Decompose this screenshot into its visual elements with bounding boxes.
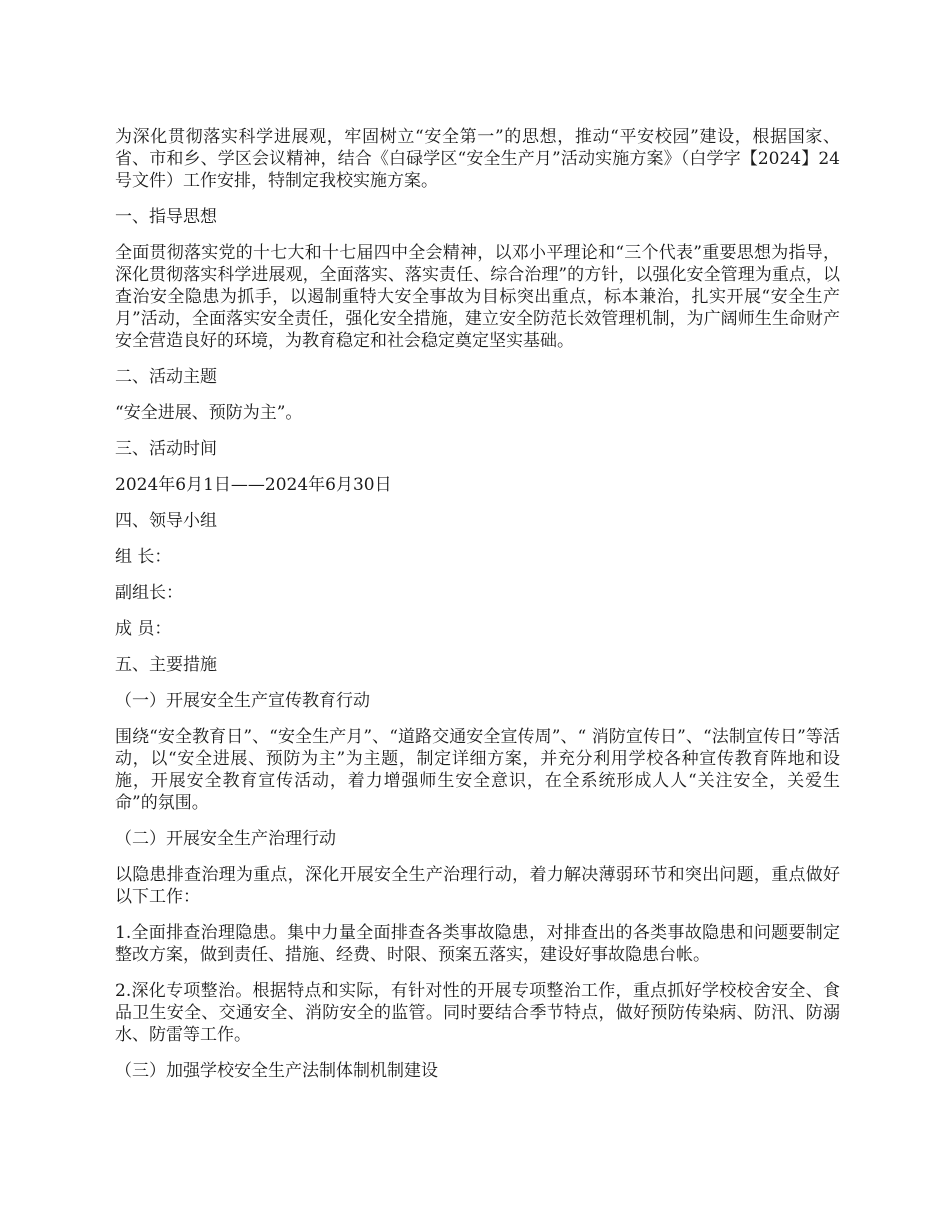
members-line: 成 员： [115,619,172,639]
guiding-ideology-paragraph: 全面贯彻落实党的十七大和十七届四中全会精神，以邓小平理论和“三个代表”重要思想为指导，深化贯彻落实科学进展观，全面落实、落实责任、综合治理”的方针，以强化安全管理为重点，以查治安全隐患为抓手，以遏制重特大安全事故为目标突出重点，标本兼治，扎实开展“安全生产月”活动，全面落实安全责任，强化安全措施，建立安全防范长效管理机制，为广阔师生生命财产安全营造良好的环境，为教育稳定和社会稳定奠定坚实基础。 [115,243,840,351]
hazard-investigation-paragraph: 1.全面排查治理隐患。集中力量全面排查各类事故隐患，对排查出的各类事故隐患和问题要制定整改方案，做到责任、措施、经费、时限、预案五落实，建设好事故隐患台帐。 [115,923,840,965]
section-heading-leadership-group: 四、领导小组 [115,511,217,531]
subheading-safety-governance: （二）开展安全生产治理行动 [115,829,336,849]
group-leader-line: 组 长： [115,547,172,567]
subheading-legal-system: （三）加强学校安全生产法制体制机制建设 [115,1061,438,1081]
section-heading-main-measures: 五、主要措施 [115,655,217,675]
safety-governance-paragraph: 以隐患排查治理为重点，深化开展安全生产治理行动，着力解决薄弱环节和突出问题，重点做好以下工作： [115,865,840,907]
section-heading-activity-time: 三、活动时间 [115,439,217,459]
section-heading-activity-theme: 二、活动主题 [115,367,217,387]
special-rectification-paragraph: 2.深化专项整治。根据特点和实际，有针对性的开展专项整治工作，重点抓好学校校舍安全、食品卫生安全、交通安全、消防安全的监管。同时要结合季节特点，做好预防传染病、防汛、防溺水、防雷等工作。 [115,981,840,1045]
document-body [115,126,840,1096]
publicity-education-paragraph: 围绕“安全教育日”、“安全生产月”、“道路交通安全宣传周”、“ 消防宣传日”、“法制宣传日”等活动，以“安全进展、预防为主”为主题，制定详细方案，并充分利用学校各种宣传教育阵地和设施，开展安全教育宣传活动，着力增强师生安全意识，在全系统形成人人“关注安全，关爱生命”的氛围。 [115,727,840,813]
intro-paragraph: 为深化贯彻落实科学进展观，牢固树立“安全第一”的思想，推动“平安校园”建设，根据国家、省、市和乡、学区会议精神，结合《白碌学区“安全生产月”活动实施方案》（白学字【2024】24号文件）工作安排，特制定我校实施方案。 [115,127,840,191]
subheading-publicity-education: （一）开展安全生产宣传教育行动 [115,691,370,711]
deputy-leader-line: 副组长： [115,583,183,603]
activity-theme-paragraph: “安全进展、预防为主”。 [115,403,303,423]
activity-time-paragraph: 2024年6月1日——2024年6月30日 [115,475,392,495]
section-heading-guiding-ideology: 一、指导思想 [115,207,217,227]
